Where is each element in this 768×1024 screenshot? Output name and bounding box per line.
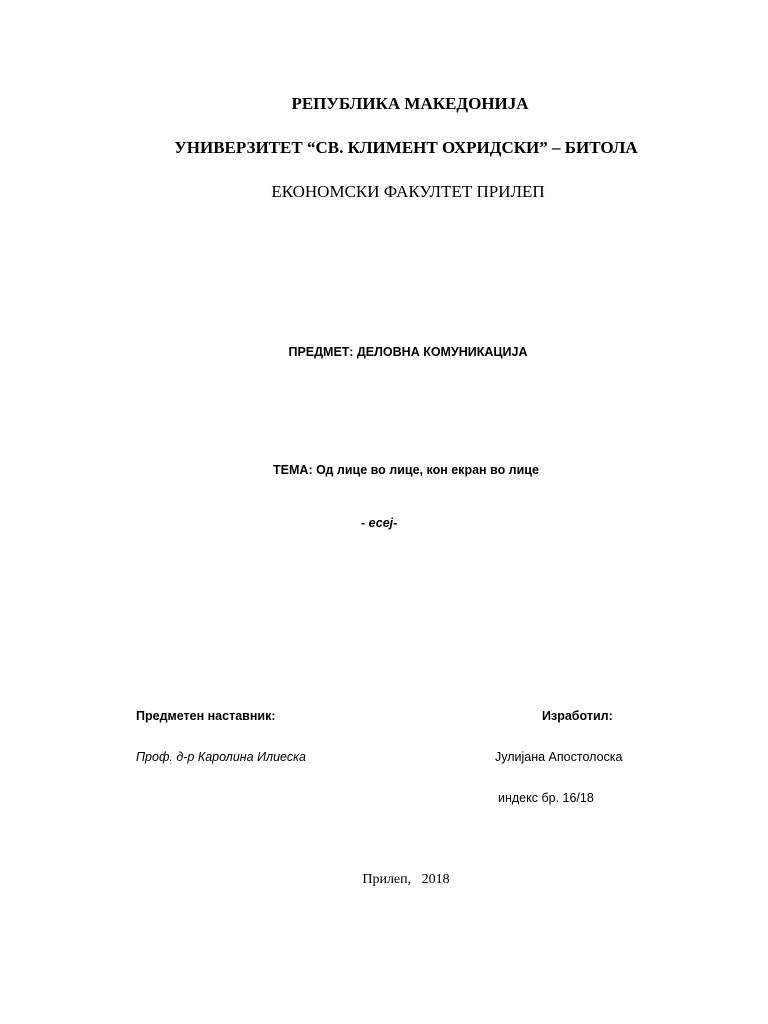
place-year: Прилеп, 2018	[362, 872, 450, 887]
genre-label: - есеј-	[361, 516, 398, 530]
mentor-name: Проф. д-р Каролина Илиеска	[136, 750, 306, 764]
author-index: индекс бр. 16/18	[498, 791, 594, 805]
university-heading: УНИВЕРЗИТЕТ “СВ. КЛИМЕНТ ОХРИДСКИ” – БИТОЛА	[174, 138, 638, 157]
subject-line: ПРЕДМЕТ: ДЕЛОВНА КОМУНИКАЦИЈА	[288, 345, 528, 359]
author-label: Изработил:	[542, 709, 613, 723]
mentor-label: Предметен наставник:	[136, 709, 276, 723]
faculty-heading: ЕКОНОМСКИ ФАКУЛТЕТ ПРИЛЕП	[271, 182, 545, 201]
topic-line: ТЕМА: Од лице во лице, кон екран во лице	[273, 463, 539, 477]
country-heading: РЕПУБЛИКА МАКЕДОНИЈА	[291, 94, 529, 113]
author-name: Јулијана Апостолоска	[495, 750, 623, 764]
